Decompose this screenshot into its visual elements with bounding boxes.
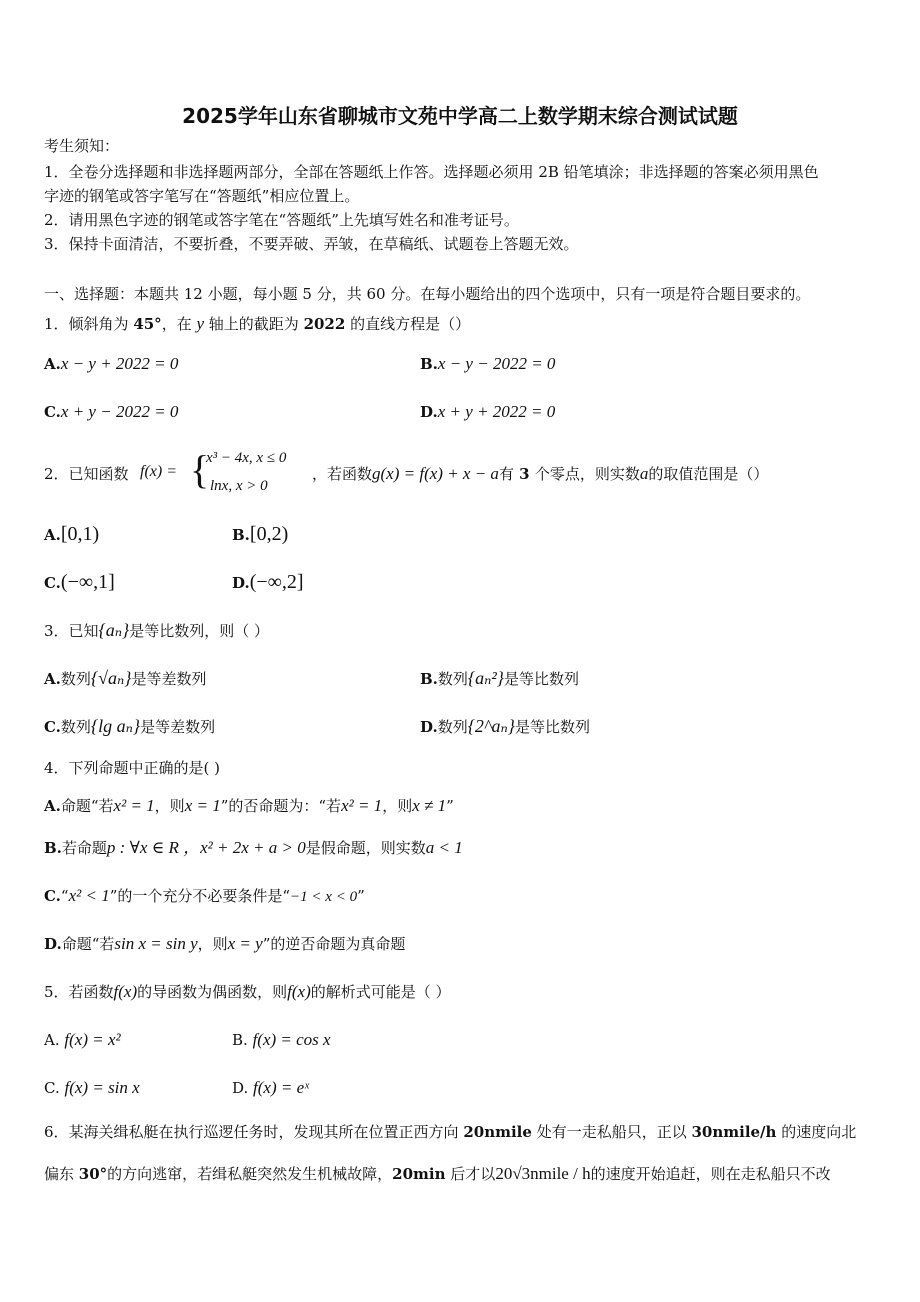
q3-option-b[interactable] bbox=[420, 668, 579, 689]
option-text: 若命题 bbox=[61, 839, 107, 857]
option-text: 是等比数列 bbox=[515, 718, 591, 736]
option-text: ”的否命题为：“若 bbox=[220, 797, 342, 815]
notice-item-1: 1．全卷分选择题和非选择题两部分，全部在答题纸上作答。选择题必须用 2B 铅笔填涂；非选择题的答案必须用黑色 bbox=[44, 163, 819, 181]
q5-fx: f(x) bbox=[113, 982, 138, 1001]
option-math: x² = 1 bbox=[341, 796, 383, 815]
option-label: D. bbox=[44, 935, 62, 953]
option-text: 是等差数列 bbox=[131, 670, 207, 688]
q2-text: ，若函数 bbox=[312, 465, 373, 483]
q5-text: 的解析式可能是（ ） bbox=[310, 983, 451, 1001]
q2-option-d[interactable] bbox=[232, 572, 304, 593]
q5-option-d[interactable] bbox=[232, 1078, 309, 1098]
option-text: 数列 bbox=[437, 670, 468, 688]
option-label: D. bbox=[232, 574, 250, 592]
option-label: C. bbox=[44, 718, 61, 736]
q5-text: 的导函数为偶函数，则 bbox=[137, 983, 288, 1001]
q1-stem bbox=[44, 314, 470, 334]
q6-speed: 30nmile/h bbox=[691, 1123, 777, 1141]
q6-text: 的速度向北 bbox=[776, 1123, 857, 1141]
option-math: f(x) = x² bbox=[64, 1030, 121, 1049]
q4-option-c[interactable] bbox=[44, 886, 365, 907]
option-label: D. bbox=[420, 403, 438, 421]
q2-param: a bbox=[639, 464, 649, 483]
option-math: x² + 2x + a > 0 bbox=[200, 838, 306, 857]
q5-stem bbox=[44, 982, 451, 1002]
option-label: A. bbox=[44, 670, 61, 688]
option-text: ，则 bbox=[197, 935, 228, 953]
q2-fx: f(x) = bbox=[140, 463, 177, 480]
q1-axis: y bbox=[196, 314, 205, 333]
option-math: {√aₙ} bbox=[90, 668, 132, 688]
option-math: f(x) = cos x bbox=[252, 1030, 331, 1049]
option-math: x − y − 2022 = 0 bbox=[437, 354, 556, 373]
q1-option-c[interactable] bbox=[44, 402, 178, 422]
q5-fx: f(x) bbox=[287, 982, 311, 1001]
option-math: a < 1 bbox=[425, 838, 463, 857]
option-math: (−∞,1] bbox=[60, 571, 115, 593]
q1-intercept: 2022 bbox=[303, 315, 346, 333]
q2-text: 的取值范围是（） bbox=[648, 465, 769, 483]
notice-heading: 考生须知： bbox=[44, 137, 120, 155]
q5-option-c[interactable] bbox=[44, 1078, 140, 1098]
q3-text: 3．已知 bbox=[44, 622, 99, 640]
option-text: 是等比数列 bbox=[504, 670, 580, 688]
option-math: x² = 1 bbox=[113, 796, 155, 815]
option-label: B. bbox=[232, 526, 250, 544]
option-math: x² < 1 bbox=[68, 886, 110, 905]
q1-text: 轴上的截距为 bbox=[204, 315, 304, 333]
q6-chase-speed: 20√3nmile / h bbox=[495, 1164, 591, 1183]
option-label: A. bbox=[44, 526, 61, 544]
q6-text: 6．某海关缉私艇在执行巡逻任务时，发现其所在位置正西方向 bbox=[44, 1123, 464, 1141]
option-math: {2^aₙ} bbox=[467, 716, 516, 736]
option-math: [0,2) bbox=[249, 523, 289, 545]
option-text: 是假命题，则实数 bbox=[305, 839, 426, 857]
option-math: x − y + 2022 = 0 bbox=[60, 354, 179, 373]
q5-text: 5．若函数 bbox=[44, 983, 114, 1001]
q4-option-b[interactable] bbox=[44, 838, 463, 858]
option-math: x ≠ 1 bbox=[412, 796, 447, 815]
option-math: p : ∀x ∈ R ， bbox=[106, 838, 201, 857]
q6-text: 的速度开始追赶，则在走私船只不改 bbox=[590, 1165, 831, 1183]
option-math: x + y + 2022 = 0 bbox=[437, 402, 556, 421]
q1-option-d[interactable] bbox=[420, 402, 555, 422]
option-label: C. bbox=[44, 1079, 60, 1097]
q2-option-b[interactable] bbox=[232, 524, 288, 545]
q3-stem bbox=[44, 620, 269, 641]
option-label: A. bbox=[44, 1031, 60, 1049]
q4-option-d[interactable] bbox=[44, 934, 405, 954]
notice-item-2: 2．请用黑色字迹的钢笔或答字笔在“答题纸”上先填写姓名和准考证号。 bbox=[44, 211, 519, 229]
q1-option-a[interactable] bbox=[44, 354, 178, 374]
option-text: ”的一个充分不必要条件是“ bbox=[109, 887, 291, 905]
option-text: ” bbox=[357, 887, 365, 905]
q6-text: 偏东 bbox=[44, 1165, 79, 1183]
q3-text: 是等比数列，则（ ） bbox=[129, 622, 270, 640]
option-text: ，则 bbox=[154, 797, 185, 815]
option-math: x = y bbox=[227, 934, 263, 953]
option-math: f(x) = sin x bbox=[64, 1078, 140, 1097]
q1-text: 1．倾斜角为 bbox=[44, 315, 134, 333]
option-label: A. bbox=[44, 797, 61, 815]
option-math: sin x = sin y bbox=[114, 934, 198, 953]
q5-option-a[interactable] bbox=[44, 1030, 121, 1050]
q2-case-1: x³ − 4x, x ≤ 0 bbox=[206, 450, 287, 466]
q6-text: 的方向逃窜，若缉私艇突然发生机械故障， bbox=[107, 1165, 393, 1183]
option-math: (−∞,2] bbox=[249, 571, 304, 593]
q3-option-a[interactable] bbox=[44, 668, 206, 689]
notice-item-3: 3．保持卡面清洁，不要折叠，不要弄破、弄皱，在草稿纸、试题卷上答题无效。 bbox=[44, 235, 579, 253]
q2-option-a[interactable] bbox=[44, 524, 99, 545]
q6-delay: 20min bbox=[392, 1165, 446, 1183]
section-heading: 一、选择题：本题共 12 小题，每小题 5 分，共 60 分。在每小题给出的四个选项中，只有一项是符合题目要求的。 bbox=[44, 285, 811, 303]
q2-stem-prefix: 2．已知函数 bbox=[44, 465, 129, 483]
option-math: x = 1 bbox=[184, 796, 221, 815]
page-title: 2025学年山东省聊城市文苑中学高二上数学期末综合测试试题 bbox=[182, 104, 738, 128]
q4-option-a[interactable] bbox=[44, 796, 454, 816]
option-label: B. bbox=[44, 839, 62, 857]
q3-seq: {aₙ} bbox=[98, 620, 130, 640]
q5-option-b[interactable] bbox=[232, 1030, 331, 1050]
q1-text: ，在 bbox=[161, 315, 197, 333]
q6-line-1 bbox=[44, 1122, 856, 1142]
option-text: ”的逆否命题为真命题 bbox=[262, 935, 406, 953]
option-label: B. bbox=[420, 355, 438, 373]
q3-option-c[interactable] bbox=[44, 716, 215, 737]
option-label: B. bbox=[232, 1031, 248, 1049]
option-text: 是等差数列 bbox=[140, 718, 216, 736]
q2-gx: g(x) = f(x) + x − a bbox=[372, 464, 499, 483]
option-text: 命题“若 bbox=[61, 935, 115, 953]
q6-distance: 20nmile bbox=[463, 1123, 532, 1141]
q2-text: 个零点，则实数 bbox=[534, 465, 640, 483]
q6-line-2 bbox=[44, 1164, 831, 1184]
q4-stem: 4．下列命题中正确的是( ) bbox=[44, 759, 221, 777]
q2-stem-rest bbox=[312, 464, 768, 484]
option-math: {lg aₙ} bbox=[90, 716, 141, 736]
option-label: C. bbox=[44, 887, 61, 905]
q2-count: 3 bbox=[513, 465, 535, 483]
piecewise-brace: { bbox=[190, 447, 210, 492]
option-label: A. bbox=[44, 355, 61, 373]
q1-option-b[interactable] bbox=[420, 354, 555, 374]
option-math: {aₙ²} bbox=[467, 668, 505, 688]
option-label: D. bbox=[420, 718, 438, 736]
option-text: 命题“若 bbox=[60, 797, 114, 815]
q1-text: 的直线方程是（） bbox=[345, 315, 471, 333]
option-math: f(x) = eˣ bbox=[253, 1078, 309, 1097]
q6-text: 处有一走私船只，正以 bbox=[531, 1123, 692, 1141]
q6-text: 后才以 bbox=[445, 1165, 496, 1183]
option-label: C. bbox=[44, 574, 61, 592]
q1-angle: 45° bbox=[133, 315, 162, 333]
option-label: C. bbox=[44, 403, 61, 421]
notice-item-1-cont: 字迹的钢笔或答字笔写在“答题纸”相应位置上。 bbox=[44, 187, 360, 205]
q3-option-d[interactable] bbox=[420, 716, 590, 737]
q6-angle: 30° bbox=[78, 1165, 108, 1183]
q2-option-c[interactable] bbox=[44, 572, 115, 593]
option-text: 数列 bbox=[60, 670, 91, 688]
option-text: ” bbox=[446, 797, 454, 815]
option-math: −1 < x < 0 bbox=[290, 889, 358, 905]
q2-case-2: lnx, x > 0 bbox=[210, 478, 268, 494]
option-text: ，则 bbox=[382, 797, 413, 815]
option-text: 数列 bbox=[60, 718, 91, 736]
option-math: [0,1) bbox=[60, 523, 100, 545]
option-label: D. bbox=[232, 1079, 249, 1097]
q2-text: 有 bbox=[498, 465, 514, 483]
option-math: x + y − 2022 = 0 bbox=[60, 402, 179, 421]
option-label: B. bbox=[420, 670, 438, 688]
option-text: 数列 bbox=[437, 718, 468, 736]
option-text: “ bbox=[60, 887, 69, 905]
